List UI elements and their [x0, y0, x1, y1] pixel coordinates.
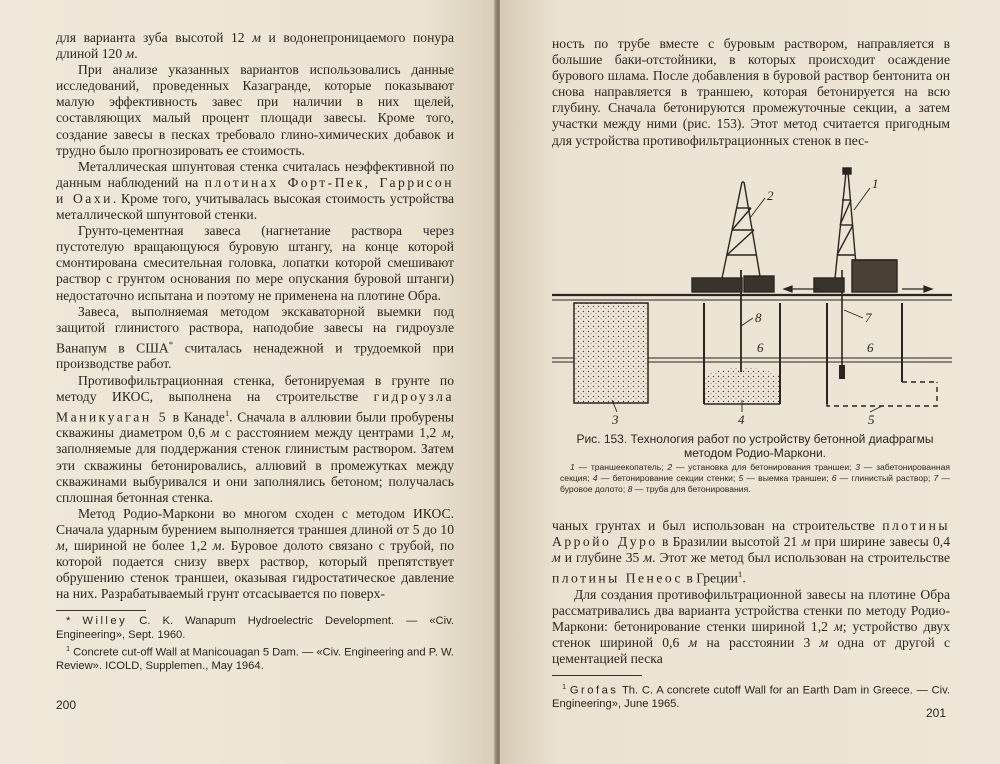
fig-label-1: 1	[872, 176, 879, 191]
footnote	[56, 615, 454, 641]
paragraph	[552, 36, 950, 149]
text-run: 1	[562, 682, 567, 692]
page-number-left: 200	[56, 698, 77, 712]
text-run: м	[688, 635, 698, 651]
text-run: — бетонирование секции стенки;	[597, 472, 739, 483]
footnote-separator-right	[552, 675, 642, 676]
paragraph	[552, 518, 950, 587]
left-text-column	[56, 30, 454, 673]
text-run: Завеса, выполняемая методом экскаваторной выемки под защитой глинистого раствора, наподобие завесы на гидроузле Ванапум в США	[56, 303, 454, 356]
text-run: Противофильтрационная стенка, бетонируемая в грунте по методу ИКОС, выполнена на строительстве	[56, 372, 454, 404]
fig-label-4: 4	[738, 412, 745, 427]
text-run: .	[134, 46, 138, 62]
text-run: C. K. Wanapum Hydroelectric Development. — «Civ. Engineering», Sept. 1960.	[56, 615, 454, 641]
text-run: м	[125, 46, 135, 62]
text-run: м	[252, 30, 261, 45]
text-run: м	[643, 550, 653, 566]
text-run: — труба для бетонирования.	[632, 483, 751, 494]
text-run: м	[552, 550, 561, 566]
right-body-text	[552, 518, 950, 667]
text-run: 1	[570, 462, 575, 472]
text-run: *	[168, 338, 174, 349]
fig-label-2: 2	[767, 188, 774, 203]
text-run: . Этот же метод был использован на строительстве	[652, 550, 951, 566]
text-run: — глинистый раствор;	[836, 472, 934, 483]
fig-label-6a: 6	[757, 340, 764, 355]
text-run: плотины Пенеос	[552, 570, 684, 586]
text-run: м	[801, 534, 811, 550]
paragraph	[56, 304, 454, 373]
page-number-right: 201	[926, 706, 947, 720]
text-run: Concrete cut-off Wall at Manicouagan 5 Dam. — «Civ. Engineering and P. W. Review». ICOLD, Supplemen., May 1964.	[56, 646, 454, 672]
text-run: Грунто-цементная завеса (нагнетание раствора через пустотелую вращающуюся буровую штангу, на конце которой смонтирована смесительная головка, лопатки которой смешивают раствор с грунтом основания по мере опускания буровой штанги) недостаточно испытана и поэтому не применена на плотине Обра.	[56, 223, 454, 303]
concreted-section-3	[574, 303, 648, 403]
text-run: для варианта зуба высотой 12	[56, 30, 253, 45]
text-run: в Греции	[683, 570, 738, 586]
text-run: 2	[667, 462, 673, 472]
text-run: в Канаде	[168, 409, 225, 425]
text-run: м	[834, 619, 843, 635]
text-run: 8	[627, 483, 633, 494]
text-run: — забетонированная секция;	[560, 462, 951, 483]
text-run: плотинах Форт-Пек, Гаррисон и Оахи	[56, 174, 455, 206]
paragraph	[56, 30, 454, 62]
paragraph	[552, 587, 950, 667]
footnote	[552, 680, 950, 711]
left-footnotes	[56, 615, 454, 673]
text-run: Метод Родио-Маркони во многом сходен с методом ИКОС. Сначала ударным бурением выполняется траншея длиной от 5 до 10	[56, 505, 454, 537]
text-run: 1	[737, 569, 743, 580]
right-page	[500, 0, 1000, 764]
text-run: чаных грунтах и был использован на строительстве	[552, 518, 883, 533]
text-run: , шириной не более 1,2	[64, 537, 213, 553]
text-run: м	[819, 635, 829, 651]
text-run: м	[212, 537, 222, 553]
text-run: ность по трубе вместе с буровым раствором, направляется в большие баки-отстойники, в которых происходит осаждение бурового шлама. После добавления в буровой раствор бентонита он снова направляется в траншею, которая бетонируется на всю глубину. Сначала бетонируются промежуточные секции, а затем участки между ними (рис. 153). Этот метод считается пригодным для устройства противофильтрационных стенок в пес-	[552, 36, 950, 148]
text-run: . Кроме того, учитывалась высокая стоимость устройства металлической шпунтовой стенки.	[56, 190, 454, 223]
footnote	[56, 642, 454, 673]
text-run: 1	[66, 643, 71, 653]
left-page	[0, 0, 496, 764]
text-run: , заполняемые для поддержания стенок глинистым раствором. Затем эти скважины бетонировались, аллювий в промежутках между скважинами выбуривался и они заполнялись бетоном; получалась сплошная бетонная стенка.	[56, 425, 454, 505]
text-run: гидроузла Маникуаган 5	[56, 388, 454, 425]
figure-153-diagram	[552, 160, 952, 430]
text-run: на расстоянии 3	[697, 635, 820, 651]
paragraph	[56, 223, 454, 303]
left-body-text	[56, 30, 454, 602]
text-run: 6	[831, 472, 837, 483]
paragraph	[56, 373, 454, 506]
text-run: *	[66, 615, 83, 628]
right-bottom-text	[552, 518, 950, 712]
paragraph	[56, 62, 454, 159]
paragraph	[56, 159, 454, 223]
text-run: при ширине завесы 0,4	[810, 534, 951, 550]
text-run: — выемка траншеи;	[743, 472, 832, 483]
text-run: ; устройство двух стенок шириной 0,6	[552, 619, 950, 651]
text-run: м	[441, 425, 451, 441]
trench-excavator-rig-1	[814, 168, 897, 292]
text-run: При анализе указанных вариантов использовались данные исследований, проведенных Казагранде, которые показывают малую эффективность завес при наличии в них щелей, составляющих малый процент площади завесы. Кроме того, создание завесы в песках требовало глино-химических добавок и трудно было прогнозировать ее стоимость.	[56, 62, 454, 158]
text-run: . Буровое долото связано с трубой, по которой подается снизу вверх раствор, который препятствует обрушению стенок траншеи, оказывая гидростатическое давление на них. Разрабатываемый грунт отсасывается по поверх-	[56, 537, 454, 602]
text-run: 5	[738, 472, 744, 483]
text-run: Th. C. A concrete cutoff Wall for an Earth Dam in Greece. — Civ. Engineering», June 1965.	[552, 685, 950, 711]
fig-label-3: 3	[612, 412, 619, 427]
fig-label-6b: 6	[867, 340, 874, 355]
right-top-text	[552, 36, 950, 149]
text-run: Металлическая шпунтовая стенка считалась неэффективной по данным наблюдений на	[56, 158, 454, 190]
text-run: Для создания противофильтрационной завесы на плотине Обра рассматривались два варианта устройства стенки по методу Родио-Маркони: бетонирование стенки шириной 1,2	[552, 586, 950, 635]
fig-label-5: 5	[868, 412, 875, 427]
text-run: — установка для бетонирования траншеи;	[672, 462, 856, 472]
paragraph	[56, 506, 454, 603]
future-section-5	[827, 382, 937, 406]
text-run: .	[742, 570, 746, 586]
text-run: 4	[592, 472, 598, 483]
text-run: и водонепроницаемого понура длиной 120	[56, 30, 454, 62]
text-run: . Сначала в аллювии были пробурены скважины диаметром 0,6	[56, 409, 455, 441]
footnote-separator	[56, 610, 146, 611]
figure-legend	[560, 462, 950, 494]
concreting-rig-2	[692, 182, 774, 292]
text-run: — траншеекопатель;	[574, 462, 668, 472]
text-run: 1	[224, 407, 230, 418]
text-run: Grofas	[569, 685, 619, 698]
figure-caption: Рис. 153. Технология работ по устройству бетонной диафрагмы методом Родио-Маркони.	[576, 432, 934, 460]
text-run: Willey	[82, 615, 128, 628]
text-run: 3	[855, 462, 861, 472]
text-run: м	[56, 537, 65, 553]
text-run: считалась ненадежной и трудоемкой при производстве работ.	[56, 340, 454, 372]
text-run: в Бразилии высотой 21	[657, 534, 802, 550]
fig-label-7: 7	[865, 310, 872, 325]
text-run: м	[210, 425, 220, 441]
text-run: плотины Арройо Дуро	[552, 518, 950, 550]
text-run: одна от другой с цементацией песка	[552, 635, 950, 667]
text-run: с расстоянием между центрами 1,2	[219, 425, 442, 441]
text-run: 7	[933, 472, 939, 483]
text-run: и глубине 35	[560, 550, 644, 566]
text-run: — буровое долото;	[560, 472, 950, 494]
right-footnotes	[552, 680, 950, 711]
fig-label-8: 8	[755, 310, 762, 325]
